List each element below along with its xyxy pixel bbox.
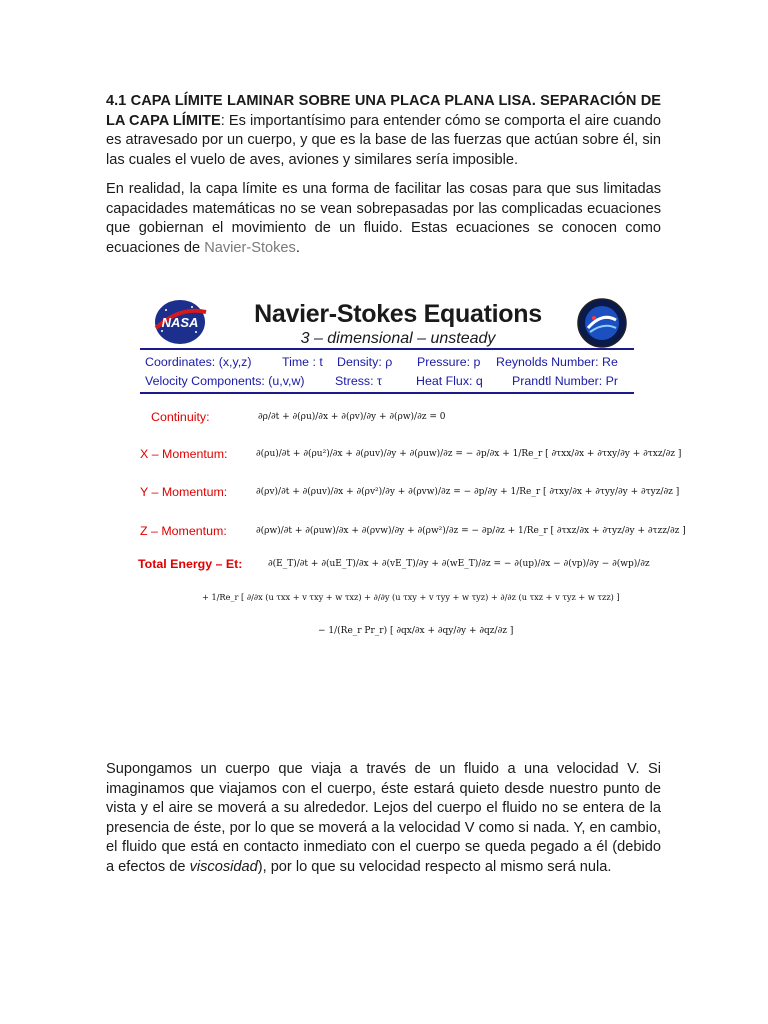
var-density: Density: ρ bbox=[337, 355, 393, 369]
figure-title: Navier-Stokes Equations bbox=[254, 300, 542, 328]
intro-paragraph bbox=[106, 92, 661, 170]
third-paragraph: Supongamos un cuerpo que viaja a través de un fluido a una velocidad V. Si imaginamos que viajamos con el cuerpo, éste estará quieto desde nuestro punto de vista y el aire se moverá a su alrededor. Lejos del cuerpo el fluido no se entera de la presencia de éste, por lo que se moverá a la velocidad V como si nada. Y, en cambio, el fluido que está en contacto inmediato con el cuerpo se queda pegado a él (debido a efectos de viscosidad), por lo que su velocidad respecto al mismo será nula. bbox=[106, 761, 661, 875]
energy-equation-line1: ∂(E_T)/∂t + ∂(uE_T)/∂x + ∂(vE_T)/∂y + ∂(wE_T)/∂z = − ∂(up)/∂x − ∂(vp)/∂y − ∂(wp)/∂z bbox=[268, 559, 650, 569]
z-momentum-equation: ∂(ρw)/∂t + ∂(ρuw)/∂x + ∂(ρvw)/∂y + ∂(ρw²)/∂z = − ∂p/∂z + 1/Re_r [ ∂τxz/∂x + ∂τyz/∂y + ∂τzz/∂z ] bbox=[256, 526, 686, 536]
var-heatflux: Heat Flux: q bbox=[416, 374, 483, 388]
z-momentum-label: Z – Momentum: bbox=[140, 524, 227, 538]
var-prandtl: Prandtl Number: Pr bbox=[512, 374, 619, 388]
second-paragraph: En realidad, la capa límite es una forma de facilitar las cosas para que sus limitadas capacidades matemáticas no se vean sobrepasadas por las complicadas ecuaciones que gobiernan el movimiento de un fluido. Estas ecuaciones se conocen como ecuaciones de Navier-Stokes. bbox=[106, 181, 661, 256]
var-pressure: Pressure: p bbox=[417, 355, 481, 369]
x-momentum-equation: ∂(ρu)/∂t + ∂(ρu²)/∂x + ∂(ρuv)/∂y + ∂(ρuw)/∂z = − ∂p/∂x + 1/Re_r [ ∂τxx/∂x + ∂τxy/∂y + ∂τxz/∂z ] bbox=[256, 449, 682, 459]
glenn-emblem-icon bbox=[576, 298, 628, 348]
figure-subtitle: 3 – dimensional – unsteady bbox=[300, 330, 496, 347]
energy-equation-line3: − 1/(Re_r Pr_r) [ ∂qx/∂x + ∂qy/∂y + ∂qz/∂z ] bbox=[318, 626, 514, 636]
y-momentum-label: Y – Momentum: bbox=[140, 485, 228, 499]
nasa-logo-icon bbox=[152, 298, 208, 346]
var-coordinates: Coordinates: (x,y,z) bbox=[145, 355, 252, 369]
energy-equation-line2: + 1/Re_r [ ∂/∂x (u τxx + v τxy + w τxz) + ∂/∂y (u τxy + v τyy + w τyz) + ∂/∂z (u τxz + v τyz + w τzz) ] bbox=[202, 592, 620, 602]
navier-stokes-figure bbox=[138, 286, 686, 658]
viscosity-term: viscosidad bbox=[189, 858, 258, 875]
top-rule bbox=[140, 348, 634, 350]
second-text: En realidad, la capa límite es una forma de facilitar las cosas para que sus limitadas capacidades matemáticas no se vean sobrepasadas por las complicadas ecuaciones que gobiernan el movimiento de un fluido. Estas ecuaciones se conocen como ecuaciones de bbox=[106, 181, 661, 256]
y-momentum-equation: ∂(ρv)/∂t + ∂(ρuv)/∂x + ∂(ρv²)/∂y + ∂(ρvw)/∂z = − ∂p/∂y + 1/Re_r [ ∂τxy/∂x + ∂τyy/∂y + ∂τyz/∂z ] bbox=[256, 487, 680, 497]
continuity-equation: ∂ρ/∂t + ∂(ρu)/∂x + ∂(ρv)/∂y + ∂(ρw)/∂z = 0 bbox=[258, 412, 446, 422]
var-reynolds: Reynolds Number: Re bbox=[496, 355, 618, 369]
continuity-label: Continuity: bbox=[151, 410, 210, 424]
bottom-rule bbox=[140, 392, 634, 394]
var-velocity: Velocity Components: (u,v,w) bbox=[145, 374, 305, 388]
x-momentum-label: X – Momentum: bbox=[140, 447, 228, 461]
svg-text:NASA: NASA bbox=[161, 315, 199, 330]
var-stress: Stress: τ bbox=[335, 374, 382, 388]
navier-stokes-term: Navier-Stokes bbox=[204, 239, 296, 256]
section-heading: 4.1 CAPA LÍMITE LAMINAR SOBRE UNA PLACA PLANA LISA. SEPARACIÓN DE LA CAPA LÍMITE bbox=[106, 93, 661, 129]
energy-label: Total Energy – Et: bbox=[138, 557, 243, 571]
var-time: Time : t bbox=[282, 355, 323, 369]
intro-text: : Es importantísimo para entender cómo se comporta el aire cuando es atravesado por un cuerpo, y que es la base de las fuerzas que actúan sobre él, sin las cuales el vuelo de aves, aviones y similares sería imposible. bbox=[106, 112, 661, 168]
